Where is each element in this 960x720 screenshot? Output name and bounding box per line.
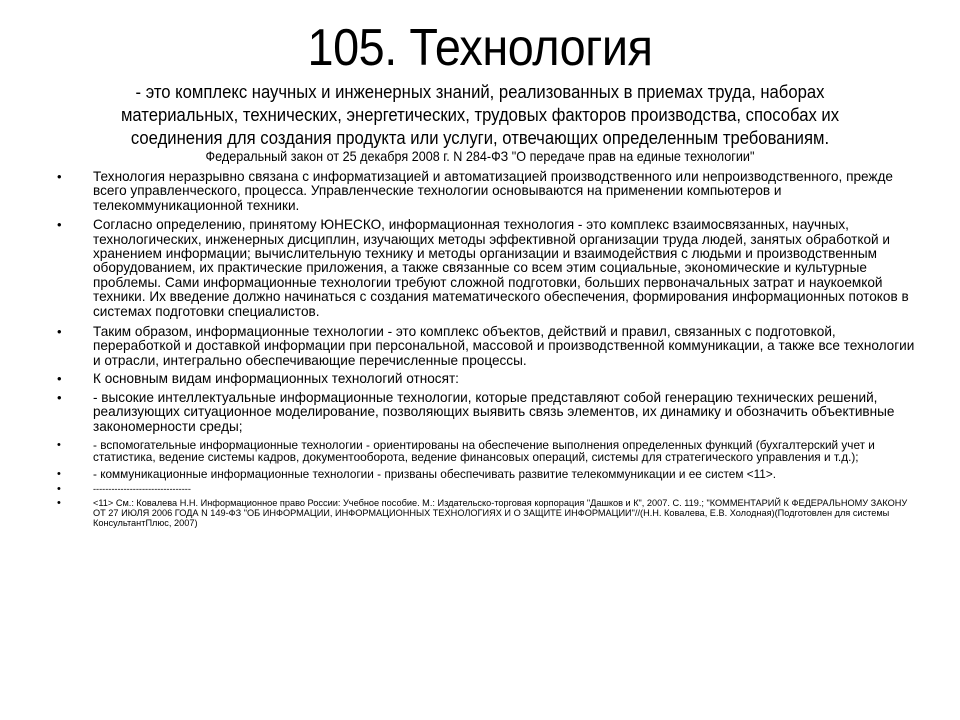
bullet-item [56, 170, 916, 213]
bullet-icon: • [57, 497, 61, 510]
bullet-text: - коммуникационные информационные технологии - призваны обеспечивать развитие телекоммуникации и ее систем <11>. [93, 466, 777, 481]
bullet-icon: • [57, 483, 61, 496]
bullet-text: - вспомогательные информационные технологии - ориентированы на обеспечение выполнения определенных функций (бухгалтерский учет и статистика, ведение системы кадров, документооборота, ведение финансовых операций, системы для стратегического управления и т.д.); [93, 437, 875, 465]
bullet-item [56, 468, 916, 480]
slide-title: 105. Технология [307, 19, 653, 77]
law-reference: Федеральный закон от 25 декабря 2008 г. N 284-ФЗ "О передаче прав на единые технологии" [205, 148, 755, 164]
bullet-icon: • [57, 217, 62, 233]
bullet-item [56, 499, 916, 529]
footnote-text: <11> См.: Ковалева Н.Н. Информационное право России: Учебное пособие. М.: Издательско-торговая корпорация "Дашков и К", 2007. С. 119.; "КОММЕНТАРИЙ К ФЕДЕРАЛЬНОМУ ЗАКОНУ ОТ 27 ИЮЛЯ 2006 ГОДА N 149-ФЗ "ОБ ИНФОРМАЦИИ, ИНФОРМАЦИОННЫХ ТЕХНОЛОГИЯХ И О ЗАЩИТЕ ИНФОРМАЦИИ"//(Н.Н. Ковалева, Е.В. Холодная)(Подготовлен для системы КонсультантПлюс, 2007) [93, 498, 908, 528]
bullet-icon: • [57, 438, 61, 451]
bullet-item [56, 485, 916, 495]
bullet-icon: • [57, 389, 62, 405]
bullet-text: Технология неразрывно связана с информатизацией и автоматизацией производственного или непроизводственного, прежде всего управленческого, процесса. Управленческие технологии основываются на применении компьютеров и телекоммуникационной техники. [93, 169, 893, 213]
bullet-text: - высокие интеллектуальные информационные технологии, которые представляют собой генерацию технических решений, реализующих ситуационное моделирование, позволяющих выявить связь элементов, их динамику и обозначить объективные закономерности среды; [93, 389, 895, 434]
bullet-item [56, 391, 916, 434]
bullet-text: К основным видам информационных технологий относят: [93, 371, 459, 387]
bullet-icon: • [57, 324, 62, 340]
bullet-icon: • [57, 371, 62, 387]
definition-subtitle: - это комплекс научных и инженерных знаний, реализованных в приемах труда, наборах материальных, технических, энергетических, трудовых факторов производства, способах их соединения для создания продукта или услуги, отвечающих определенным требованиям. [120, 81, 840, 148]
bullet-item [56, 439, 916, 464]
bullet-item [56, 372, 916, 386]
bullet-icon: • [57, 467, 61, 480]
bullet-item [56, 325, 916, 368]
bullet-list [56, 170, 916, 529]
bullet-text: Таким образом, информационные технологии - это комплекс объектов, действий и правил, связанных с подготовкой, переработкой и доставкой информации при персональной, массовой и производственной коммуникации, а также все технологии и отрасли, интегрально обеспечивающие перечисленные процессы. [93, 324, 915, 368]
bullet-icon: • [57, 169, 62, 184]
bullet-item [56, 218, 916, 319]
bullet-text: Согласно определению, принятому ЮНЕСКО, информационная технология - это комплекс взаимосвязанных, научных, технологических, инженерных дисциплин, изучающих методы эффективной организации труда людей, занятых обработкой и хранением информации; вычислительную технику и методы организации и взаимодействия с людьми и производственным оборудованием, их практические приложения, а также связанные со всем этим социальные, экономические и культурные проблемы. Сами информационные технологии требуют сложной подготовки, больших первоначальных затрат и наукоемкой техники. Их введение должно начинаться с создания математического обеспечения, формирования информационных потоков в системах подготовки специалистов. [93, 217, 909, 319]
footnote-separator: -------------------------------- [93, 484, 191, 495]
